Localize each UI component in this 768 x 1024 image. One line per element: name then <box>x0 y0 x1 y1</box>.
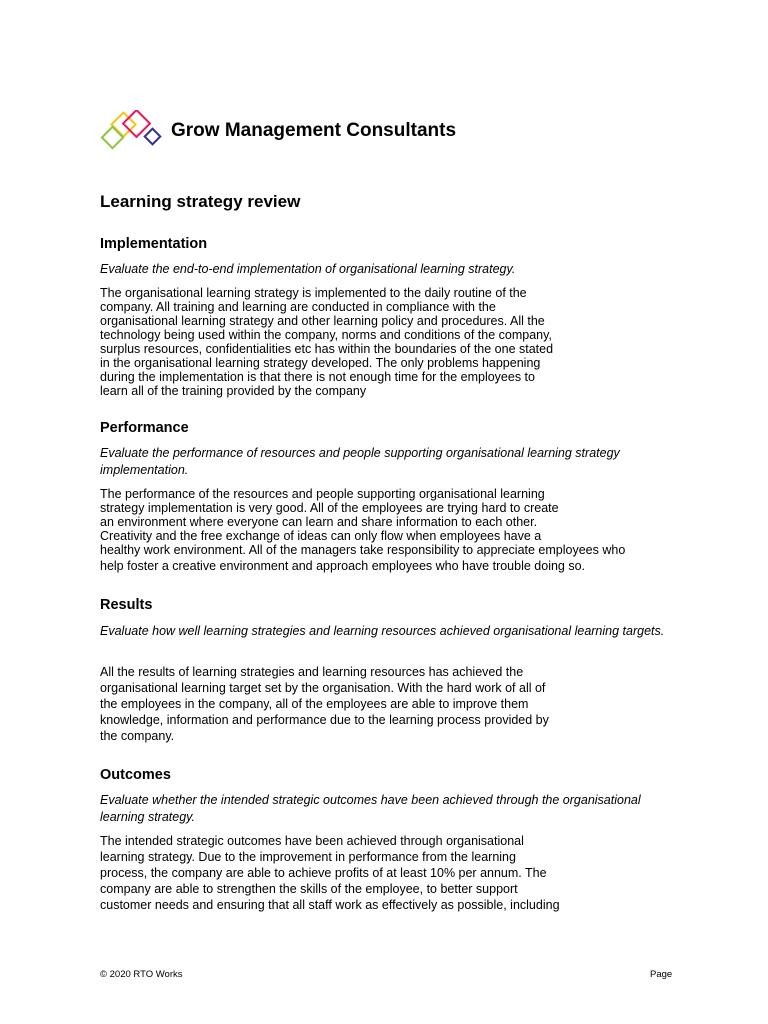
body-line: in the organisational learning strategy developed. The only problems happening <box>100 356 541 370</box>
body-line: customer needs and ensuring that all staff work as effectively as possible, including <box>100 898 560 912</box>
body-line: technology being used within the company, norms and conditions of the company, <box>100 328 552 342</box>
body-line: during the implementation is that there is not enough time for the employees to <box>100 370 535 384</box>
section-prompt-performance: Evaluate the performance of resources and people supporting organisational learning strategy implementation. <box>100 446 620 477</box>
body-line: The intended strategic outcomes have been achieved through organisational <box>100 834 524 848</box>
company-name: Grow Management Consultants <box>171 120 457 141</box>
body-line: the employees in the company, all of the employees are able to improve them <box>100 697 529 711</box>
body-line: learning strategy. Due to the improvement in performance from the learning <box>100 850 516 864</box>
body-line: an environment where everyone can learn and share information to each other. <box>100 515 538 529</box>
body-line: strategy implementation is very good. All of the employees are trying hard to create <box>100 501 559 515</box>
body-line: knowledge, information and performance due to the learning process provided by <box>100 713 549 727</box>
body-line: organisational learning strategy and other learning policy and procedures. All the <box>100 314 545 328</box>
body-line: company. All training and learning are conducted in compliance with the <box>100 300 496 314</box>
body-line: organisational learning target set by the organisation. With the hard work of all of <box>100 681 546 695</box>
company-logo <box>100 110 164 154</box>
body-line: learn all of the training provided by the company <box>100 384 367 398</box>
footer-copyright: © 2020 RTO Works <box>100 969 183 980</box>
section-heading-results: Results <box>100 597 153 613</box>
section-prompt-results: Evaluate how well learning strategies and learning resources achieved organisational learning targets. <box>100 624 665 638</box>
body-line: surplus resources, confidentialities etc has within the boundaries of the one stated <box>100 342 554 356</box>
body-line: process, the company are able to achieve profits of at least 10% per annum. The <box>100 866 547 880</box>
section-heading-implementation: Implementation <box>100 236 208 252</box>
body-line: The performance of the resources and people supporting organisational learning <box>100 487 545 501</box>
section-prompt-outcomes: Evaluate whether the intended strategic outcomes have been achieved through the organisational learning strategy. <box>100 793 641 824</box>
body-line: company are able to strengthen the skills of the employee, to better support <box>100 882 518 896</box>
section-heading-performance: Performance <box>100 420 189 436</box>
body-line: help foster a creative environment and approach employees who have trouble doing so. <box>100 559 586 573</box>
footer-page-label: Page <box>650 969 673 980</box>
body-line: healthy work environment. All of the managers take responsibility to appreciate employees who <box>100 543 626 557</box>
section-prompt-implementation: Evaluate the end-to-end implementation of organisational learning strategy. <box>100 262 516 276</box>
logo-diamond-purple <box>145 129 161 145</box>
body-line: All the results of learning strategies and learning resources has achieved the <box>100 665 524 679</box>
body-line: The organisational learning strategy is implemented to the daily routine of the <box>100 286 527 300</box>
body-line: the company. <box>100 729 175 743</box>
document-title: Learning strategy review <box>100 192 301 211</box>
body-line: Creativity and the free exchange of ideas can only flow when employees have a <box>100 529 542 543</box>
section-heading-outcomes: Outcomes <box>100 767 171 783</box>
logo-diamond-green <box>102 127 123 148</box>
